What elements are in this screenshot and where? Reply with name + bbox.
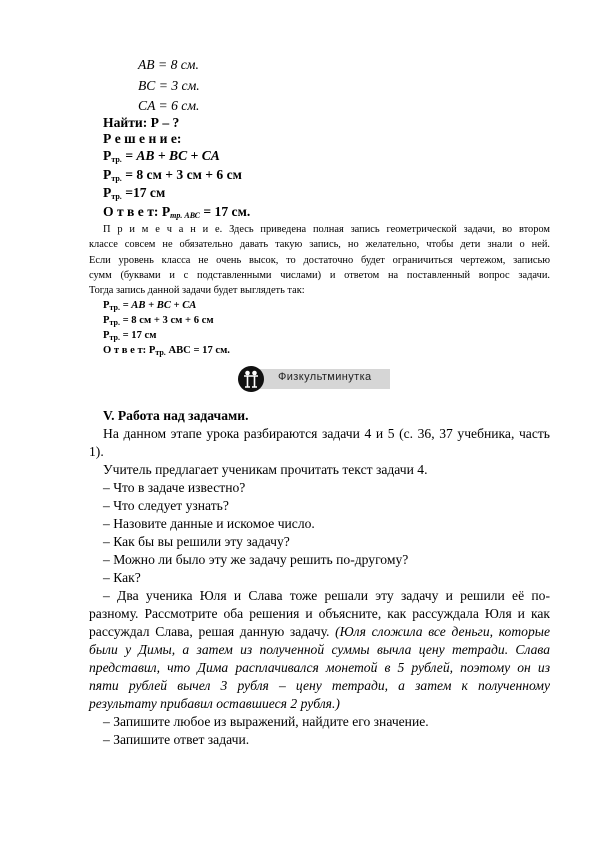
solution-line-2: $Р_{тр.} = 8$ см + 3 см + 6 см xyxy=(103,167,242,183)
intro-line-2: 1). xyxy=(89,444,104,459)
para-line-6: пяти рублей вычел 3 рубля – цену тетради, а затем к полученному xyxy=(89,678,550,693)
note-line-2: классе совсем не обязательно давать такую запись, но желательно, чтобы дети знали о ней. xyxy=(89,239,550,250)
given-ab: AB = 8 см. xyxy=(138,57,199,72)
note-line-4: сумм (буквами и с подставленными числами) и ответом на поставленный вопрос задачи. xyxy=(89,270,550,281)
para-line-3: рассуждал Слава, решая данную задачу. (Юля сложила все деньги, которые xyxy=(89,624,550,639)
intro-line-1: На данном этапе урока разбираются задачи 4 и 5 (с. 36, 37 учебника, часть xyxy=(103,426,550,441)
short-answer: О т в е т: $Р_{тр.}$ АВС = 17 см. xyxy=(103,345,230,357)
physical-break-banner xyxy=(238,366,392,394)
final-line-1: – Запишите любое из выражений, найдите его значение. xyxy=(103,714,429,729)
solution-heading: Р е ш е н и е: xyxy=(103,131,182,146)
find-line: Найти: Р – ? xyxy=(103,115,180,130)
solution-line-3: $Р_{тр.} =17$ см xyxy=(103,185,166,201)
note-line-1: П р и м е ч а н и е. Здесь приведена полная запись геометрической задачи, во втором xyxy=(103,224,550,235)
para-line-2: разному. Рассмотрите оба решения и объясните, как рассуждала Юля и как xyxy=(89,606,550,621)
two-children-icon xyxy=(238,366,264,392)
short-line-2: $Р_{тр.} = 8$ см + 3 см + 6 см xyxy=(103,315,214,327)
note-line-5: Тогда запись данной задачи будет выглядеть так: xyxy=(89,285,305,296)
short-line-1: $Р_{тр.}$ = AB + BC + CA xyxy=(103,300,197,312)
intro-line-3: Учитель предлагает ученикам прочитать текст задачи 4. xyxy=(103,462,428,477)
note-line-3: Если уровень класса не очень высок, то достаточно будет ограничиться чертежом, записью xyxy=(89,255,550,266)
para-line-5: представил, что Дима расплачивался монетой в 5 рублей, поэтому он из xyxy=(89,660,550,675)
final-line-2: – Запишите ответ задачи. xyxy=(103,732,250,747)
question-4: – Как бы вы решили эту задачу? xyxy=(103,534,290,549)
para-line-4: были у Димы, а затем из полученной суммы вычла цену тетради. Слава xyxy=(89,642,550,657)
given-ca: CA = 6 см. xyxy=(138,98,200,113)
section-title: V. Работа над задачами. xyxy=(103,408,249,423)
question-3: – Назовите данные и искомое число. xyxy=(103,516,315,531)
solution-line-1: $Р_{тр.}$ = AB + BC + CA xyxy=(103,148,220,164)
short-line-3: $Р_{тр.} = 17$ см xyxy=(103,330,157,342)
given-bc: BC = 3 см. xyxy=(138,78,200,93)
solution-answer: О т в е т: $Р_{тр. АВС} = 17$ см. xyxy=(103,204,251,220)
question-1: – Что в задаче известно? xyxy=(103,480,246,495)
question-5: – Можно ли было эту же задачу решить по-другому? xyxy=(103,552,409,567)
banner-label: Физкультминутка xyxy=(278,371,372,383)
question-2: – Что следует узнать? xyxy=(103,498,229,513)
para-line-7: результату прибавил оставшиеся 2 рубля.) xyxy=(89,696,340,711)
question-6: – Как? xyxy=(103,570,141,585)
para-line-1: – Два ученика Юля и Слава тоже решали эту задачу и решили её по- xyxy=(103,588,550,603)
